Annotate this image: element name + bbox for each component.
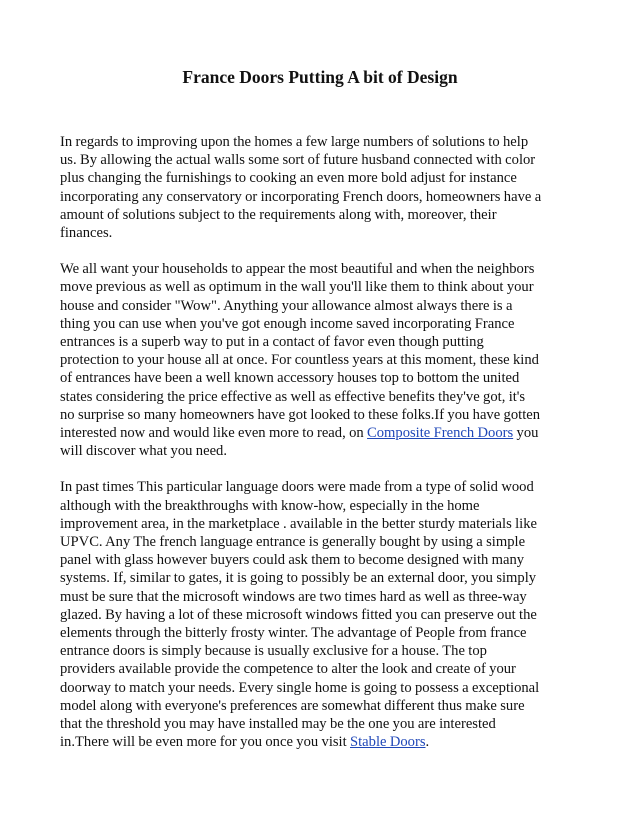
paragraph-line-with-link bbox=[60, 733, 580, 751]
composite-french-doors-link[interactable]: Composite French Doors bbox=[367, 425, 514, 442]
link-line-before: interested now and would like even more to read, on bbox=[60, 425, 368, 442]
paragraph-line: In past times This particular language doors were made from a type of solid wood bbox=[60, 479, 534, 496]
paragraph-line: move previous as well as optimum in the wall you'll like them to think about your bbox=[60, 279, 534, 296]
paragraph-line: improvement area, in the marketplace . available in the better sturdy materials like bbox=[60, 515, 537, 532]
paragraph-line: incorporating any conservatory or incorporating French doors, homeowners have a bbox=[60, 188, 542, 205]
paragraph-line: protection to your house all at once. For countless years at this moment, these kind bbox=[60, 352, 539, 369]
paragraph-line: entrance doors is simply because is usually exclusive for a house. The top bbox=[60, 643, 487, 660]
paragraph-line: panel with glass however buyers could ask them to become designed with many bbox=[60, 552, 525, 569]
paragraph-line: model along with everyone's preferences are somewhat different thus make sure bbox=[60, 697, 525, 714]
paragraph-line: that the threshold you may have installed may be the one you are interested bbox=[60, 716, 496, 733]
document-page bbox=[60, 0, 580, 752]
paragraph-1 bbox=[60, 133, 580, 242]
paragraph-line: must be sure that the microsoft windows are two times hard as well as three-way bbox=[60, 588, 527, 605]
paragraph-line: doorway to match your needs. Every single home is going to possess a exceptional bbox=[60, 679, 540, 696]
paragraph-line: house and consider "Wow". Anything your allowance almost always there is a bbox=[60, 297, 513, 314]
link-line-before: in.There will be even more for you once you visit bbox=[60, 734, 351, 751]
paragraph-line: plus changing the furnishings to cooking an even more bold adjust for instance bbox=[60, 170, 517, 187]
paragraph-line: systems. If, similar to gates, it is going to possibly be an external door, you simply bbox=[60, 570, 537, 587]
paragraph-line: although with the breakthroughs with know-how, especially in the home bbox=[60, 497, 480, 514]
paragraph-line: providers available provide the competence to alter the look and create of your bbox=[60, 661, 516, 678]
paragraph-line-with-link bbox=[60, 424, 580, 442]
paragraph-line: states considering the price effective as well as effective benefits they've got, it's bbox=[60, 388, 526, 405]
paragraph-line: thing you can use when you've got enough income saved incorporating France bbox=[60, 315, 515, 332]
paragraph-line: of entrances have been a well known accessory houses top to bottom the united bbox=[60, 370, 520, 387]
document-title: France Doors Putting A bit of Design bbox=[182, 67, 458, 87]
paragraph-line: us. By allowing the actual walls some sort of future husband connected with color bbox=[60, 152, 536, 169]
paragraph-line: UPVC. Any The french language entrance is generally bought by using a simple bbox=[60, 534, 526, 551]
paragraph-line: entrances is a superb way to put in a contact of favor even though putting bbox=[60, 334, 484, 351]
link-line-after: you bbox=[513, 425, 539, 442]
paragraph-line: amount of solutions subject to the requirements along with, moreover, their bbox=[60, 206, 497, 223]
paragraph-line: elements through the bitterly frosty winter. The advantage of People from france bbox=[60, 625, 527, 642]
paragraph-line: In regards to improving upon the homes a few large numbers of solutions to help bbox=[60, 134, 529, 150]
stable-doors-link[interactable]: Stable Doors bbox=[350, 734, 426, 751]
paragraph-line: no surprise so many homeowners have got looked to these folks.If you have gotten bbox=[60, 406, 541, 423]
paragraph-line: glazed. By having a lot of these microsoft windows fitted you can preserve out the bbox=[60, 606, 537, 623]
paragraph-line: finances. bbox=[60, 225, 113, 242]
paragraph-3 bbox=[60, 478, 580, 751]
paragraph-line: will discover what you need. bbox=[60, 443, 227, 460]
paragraph-2 bbox=[60, 260, 580, 460]
link-line-after: . bbox=[425, 734, 430, 751]
paragraph-line: We all want your households to appear the most beautiful and when the neighbors bbox=[60, 261, 535, 278]
